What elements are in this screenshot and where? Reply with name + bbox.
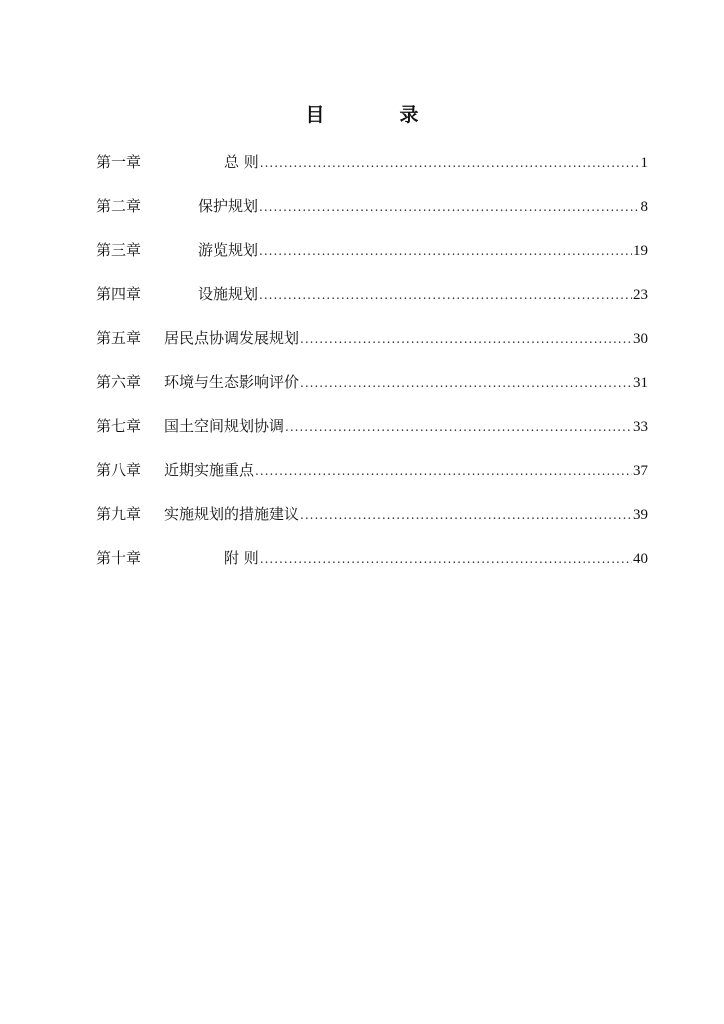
- dot-leader: [300, 503, 632, 527]
- page-number[interactable]: 40: [633, 551, 648, 567]
- chapter-title[interactable]: 实施规划的措施建议: [164, 505, 300, 523]
- dot-leader: [260, 547, 632, 571]
- dot-leader: [260, 151, 640, 175]
- page-number[interactable]: 1: [640, 155, 648, 171]
- chapter-title[interactable]: 近期实施重点: [164, 461, 255, 479]
- toc-entry[interactable]: [96, 282, 648, 326]
- dot-leader: [259, 195, 639, 219]
- toc-entry[interactable]: [96, 502, 648, 546]
- chapter-title[interactable]: 国土空间规划协调: [164, 417, 285, 435]
- page-number[interactable]: 8: [640, 199, 648, 215]
- toc-entry[interactable]: [96, 326, 648, 370]
- page-number[interactable]: 31: [633, 375, 648, 391]
- chapter-number[interactable]: 第八章: [96, 461, 142, 479]
- chapter-title[interactable]: 附 则: [224, 549, 259, 567]
- chapter-title[interactable]: 游览规划: [198, 241, 259, 259]
- toc-entry[interactable]: [96, 414, 648, 458]
- chapter-title[interactable]: 环境与生态影响评价: [164, 373, 300, 391]
- dot-leader: [300, 327, 632, 351]
- chapter-title[interactable]: 居民点协调发展规划: [164, 329, 300, 347]
- toc-title: 目 录: [305, 104, 447, 126]
- chapter-number[interactable]: 第一章: [96, 153, 142, 171]
- page-number[interactable]: 37: [633, 463, 648, 479]
- dot-leader: [259, 239, 632, 263]
- page-number[interactable]: 19: [633, 243, 648, 259]
- chapter-number[interactable]: 第三章: [96, 241, 142, 259]
- dot-leader: [259, 283, 632, 307]
- chapter-number[interactable]: 第二章: [96, 197, 142, 215]
- toc-entry[interactable]: [96, 546, 648, 590]
- chapter-number[interactable]: 第四章: [96, 285, 142, 303]
- chapter-title[interactable]: 总 则: [224, 153, 259, 171]
- chapter-number[interactable]: 第七章: [96, 417, 142, 435]
- chapter-number[interactable]: 第五章: [96, 329, 142, 347]
- toc-list: [96, 150, 648, 590]
- chapter-number[interactable]: 第九章: [96, 505, 142, 523]
- chapter-number[interactable]: 第六章: [96, 373, 142, 391]
- toc-entry[interactable]: [96, 370, 648, 414]
- page-number[interactable]: 23: [633, 287, 648, 303]
- chapter-number[interactable]: 第十章: [96, 549, 142, 567]
- page-number[interactable]: 33: [633, 419, 648, 435]
- chapter-title[interactable]: 保护规划: [198, 197, 259, 215]
- toc-entry[interactable]: [96, 238, 648, 282]
- dot-leader: [300, 371, 632, 395]
- page-number[interactable]: 39: [633, 507, 648, 523]
- toc-entry[interactable]: [96, 194, 648, 238]
- toc-entry[interactable]: [96, 458, 648, 502]
- dot-leader: [285, 415, 632, 439]
- dot-leader: [255, 459, 632, 483]
- chapter-title[interactable]: 设施规划: [198, 285, 259, 303]
- toc-entry[interactable]: [96, 150, 648, 194]
- page-number[interactable]: 30: [633, 331, 648, 347]
